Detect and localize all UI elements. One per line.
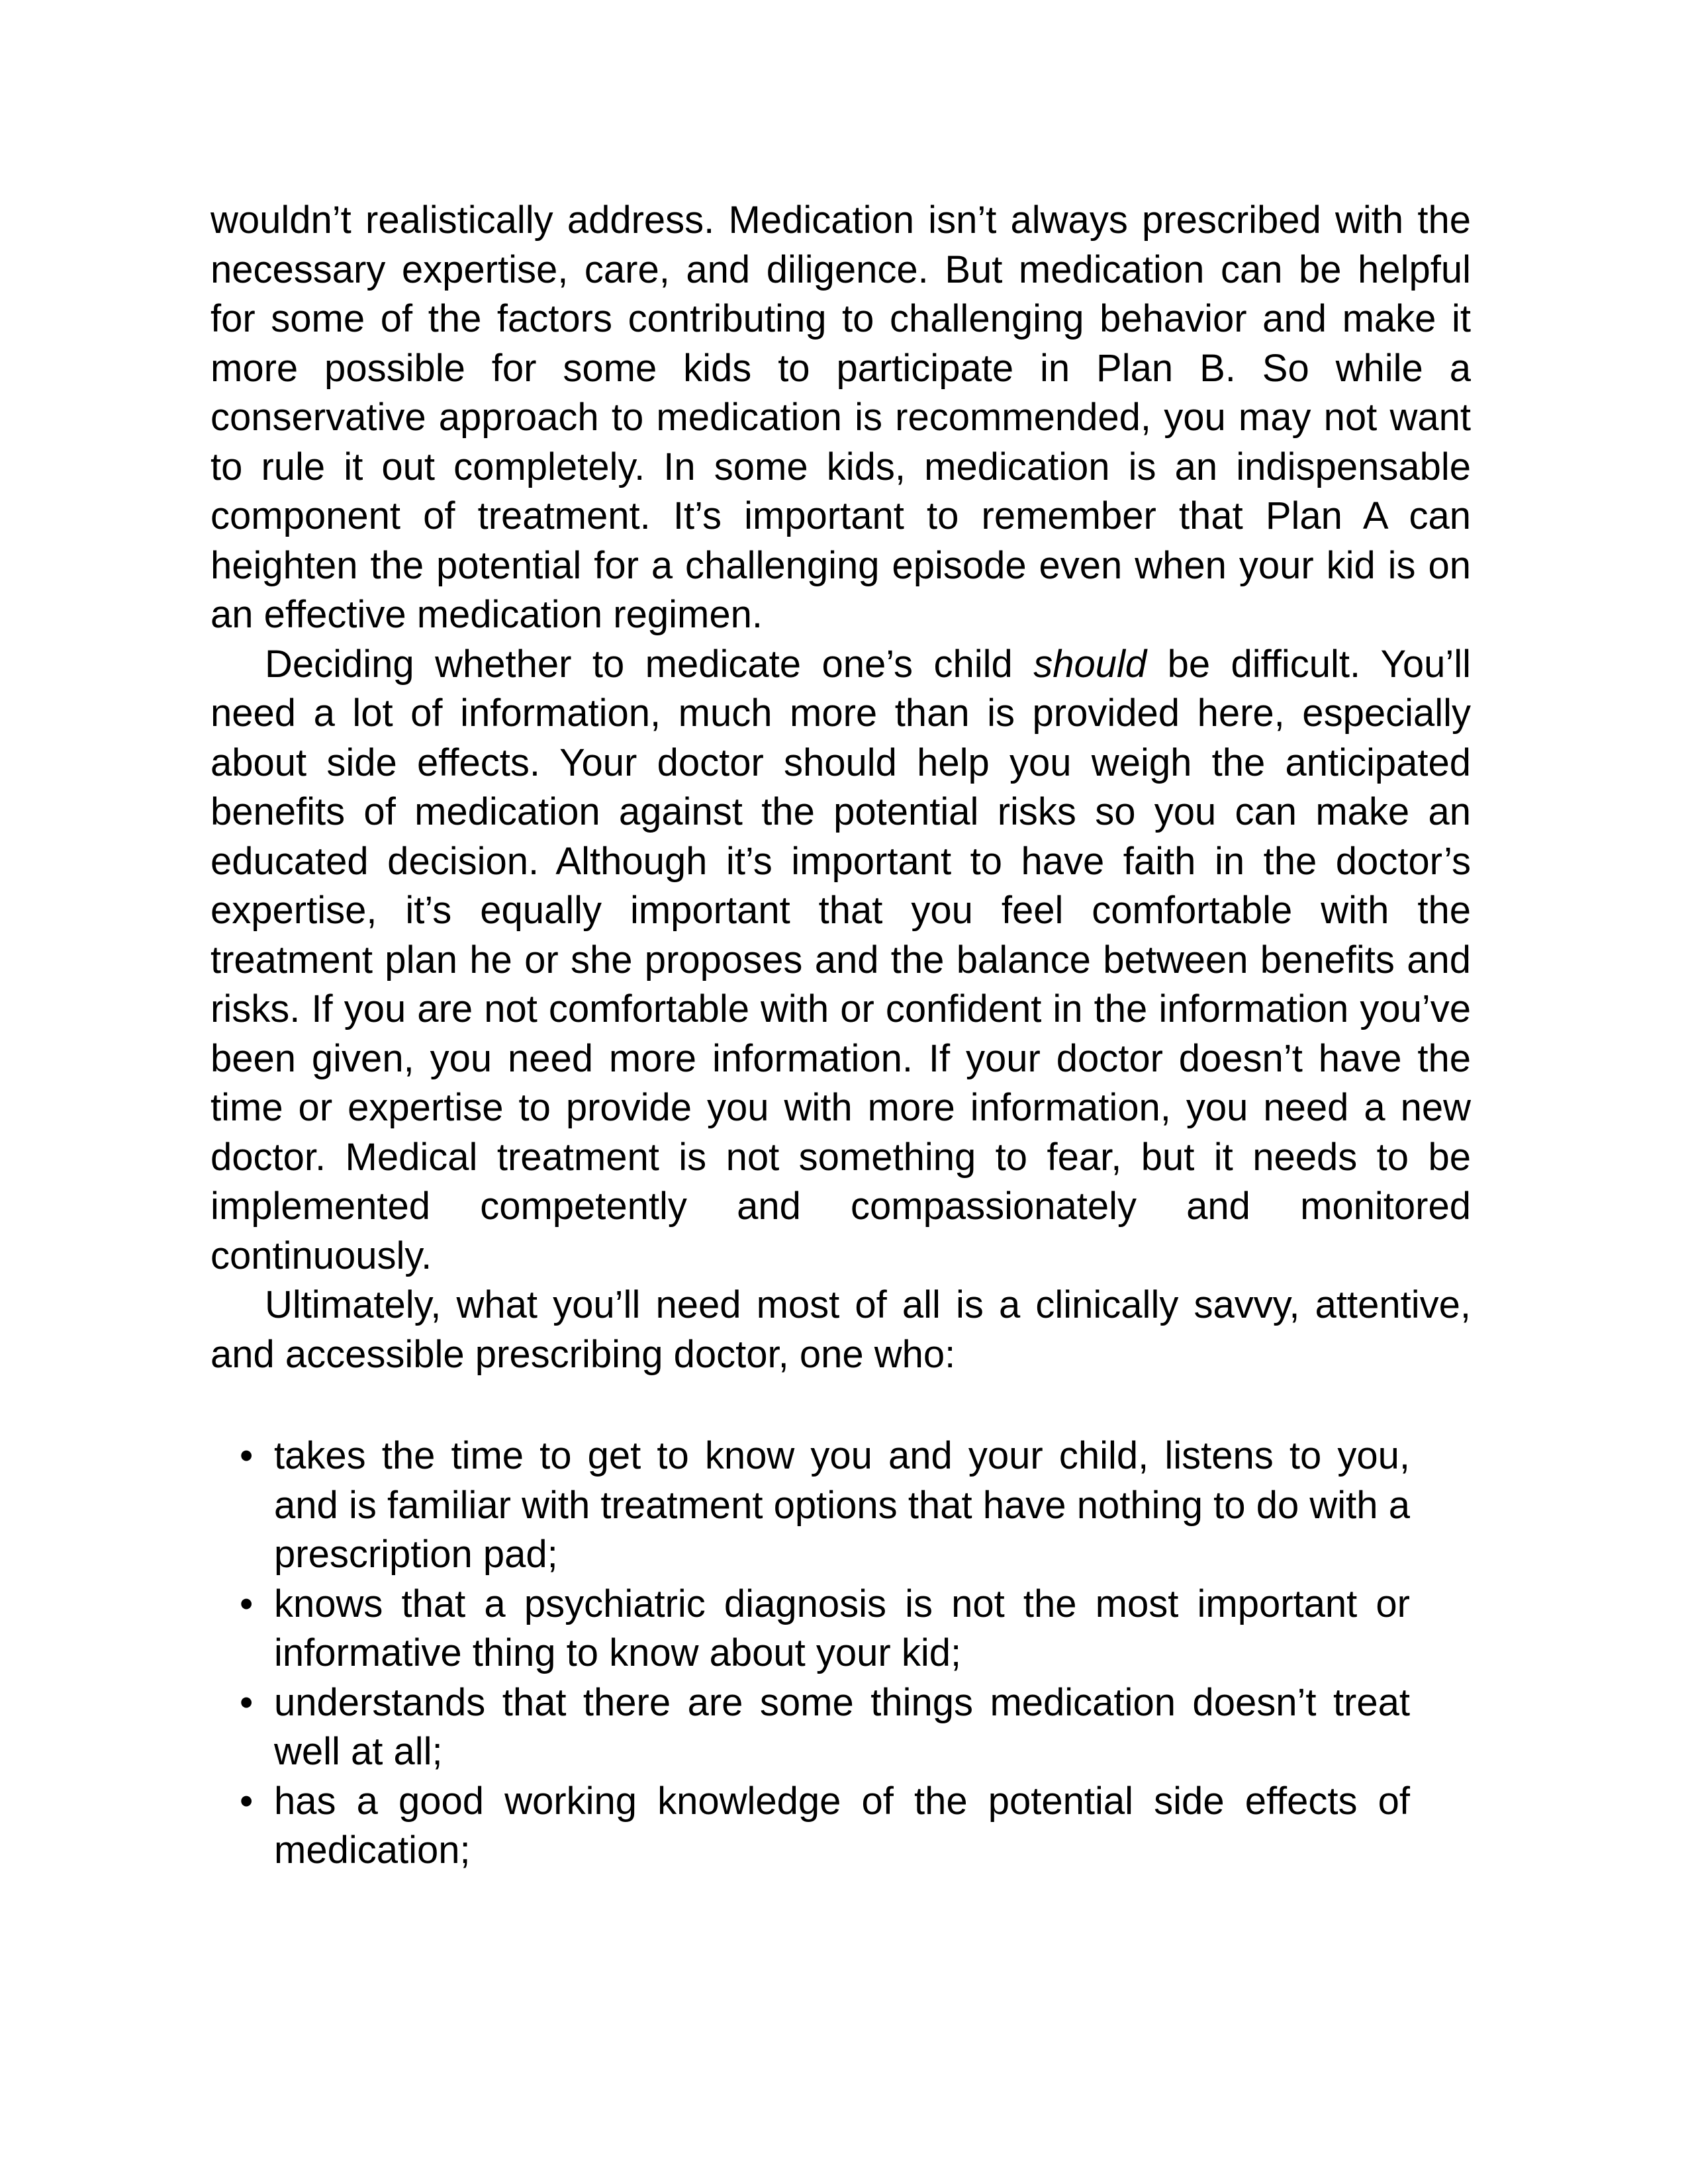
list-item-text: has a good working knowledge of the potential side effects of medication; — [274, 1779, 1410, 1872]
list-item-text: understands that there are some things medication doesn’t treat well at all; — [274, 1680, 1410, 1773]
paragraph-2-emphasis: should — [1033, 642, 1147, 686]
paragraph-2-text-end: be difficult. You’ll need a lot of information, much more than is provided here, especially about side effects. Your doctor should help you weigh the anticipated benefits of medication against the potential risks so you can make an educated decision. Although it’s important to have faith in the doctor’s expertise, it’s equally important that you feel comfortable with the treatment plan he or she proposes and the balance between benefits and risks. If you are not comfortable with or confident in the information you’ve been given, you need more information. If your doctor doesn’t have the time or expertise to provide you with more information, you need a new doctor. Medical treatment is not something to fear, but it needs to be implemented competently and compassionately and monitored continuously. — [211, 642, 1472, 1277]
list-item-text: knows that a psychiatric diagnosis is not the most important or informative thing to know about your kid; — [274, 1582, 1410, 1674]
list-item — [211, 1432, 1410, 1580]
paragraph-2 — [211, 640, 1471, 1281]
list-item — [211, 1678, 1410, 1777]
doctor-qualities-list — [211, 1432, 1471, 1876]
bullet-icon: • — [240, 1434, 254, 1477]
bullet-icon: • — [240, 1582, 254, 1625]
list-item — [211, 1580, 1410, 1678]
page-body — [211, 196, 1471, 1876]
list-item — [211, 1777, 1410, 1876]
paragraph-2-text-start: Deciding whether to medicate one’s child — [265, 642, 1034, 686]
paragraph-3: Ultimately, what you’ll need most of all is a clinically savvy, attentive, and accessible prescribing doctor, one who: — [211, 1283, 1471, 1376]
bullet-icon: • — [240, 1779, 254, 1823]
paragraph-1: wouldn’t realistically address. Medication isn’t always prescribed with the necessary expertise, care, and diligence. But medication can be helpful for some of the factors contributing to challenging behavior and make it more possible for some kids to participate in Plan B. So while a conservative approach to medication is recommended, you may not want to rule it out completely. In some kids, medication is an indispensable component of treatment. It’s important to remember that Plan A can heighten the potential for a challenging episode even when your kid is on an effective medication regimen. — [211, 199, 1471, 636]
bullet-icon: • — [240, 1680, 254, 1724]
list-item-text: takes the time to get to know you and your child, listens to you, and is familiar with treatment options that have nothing to do with a prescription pad; — [274, 1434, 1410, 1576]
